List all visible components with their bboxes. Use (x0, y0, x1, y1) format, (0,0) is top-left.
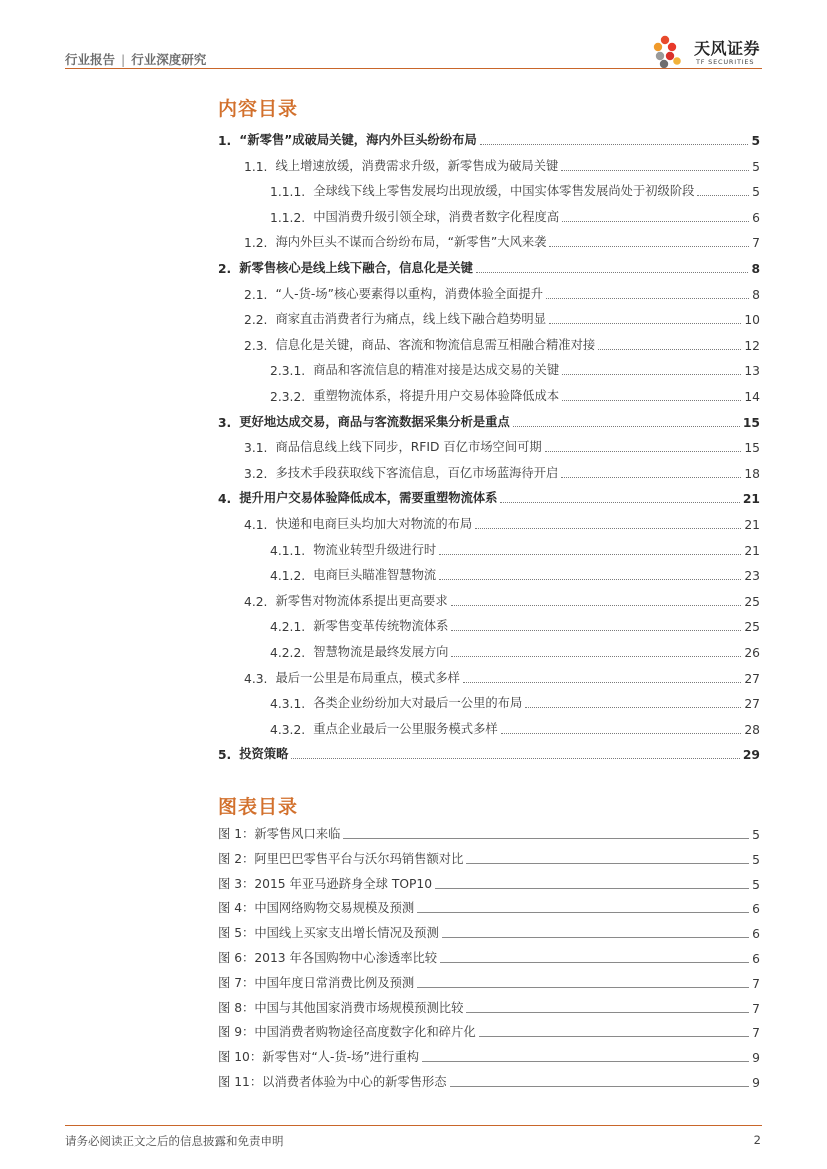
report-category (65, 50, 206, 68)
toc-entry-number: 4.1.1. (270, 543, 306, 558)
toc-entry-page: 12 (744, 338, 760, 353)
toc-entry-page: 15 (742, 415, 760, 430)
leader-line (417, 912, 749, 913)
leader-line (440, 962, 749, 963)
figure-entry[interactable] (218, 849, 760, 867)
figure-entry-text: 图 10：新零售对“人-货-场”进行重构 (218, 1050, 420, 1065)
figure-entry-text: 图 9：中国消费者购物途径高度数字化和碎片化 (218, 1025, 476, 1040)
toc-entry-number: 1.2. (244, 236, 268, 251)
toc-entry-number: 4.3. (244, 671, 268, 686)
toc-entry-page: 27 (744, 671, 760, 686)
toc-entry-page: 5 (752, 159, 760, 174)
toc-entry[interactable] (244, 333, 760, 353)
dot-leader (439, 554, 741, 555)
toc-entry-number: 3.2. (244, 466, 268, 481)
leader-line (422, 1061, 749, 1062)
toc-entry-number: 2.2. (244, 313, 268, 328)
figure-entry-page: 5 (752, 852, 760, 867)
toc-entry-text: 重塑物流体系，将提升用户交易体验降低成本 (313, 389, 560, 403)
toc-entry-number: 2. (218, 262, 232, 276)
figure-entry-page: 9 (752, 1076, 760, 1090)
category-label: 行业报告 (65, 52, 116, 67)
toc-entry[interactable] (270, 538, 760, 558)
figure-entry[interactable] (218, 948, 760, 966)
dot-leader (546, 298, 749, 299)
toc-entry-page: 21 (744, 543, 760, 558)
figure-entry-text: 图 1：新零售风口来临 (218, 827, 341, 841)
figure-entry[interactable] (218, 1072, 760, 1090)
figure-entry-text: 图 11：以消费者体验为中心的新零售形态 (218, 1075, 447, 1089)
figure-entry[interactable] (218, 973, 760, 991)
header-divider (65, 68, 762, 69)
toc-entry-number: 4. (218, 492, 232, 507)
toc-entry-number: 4.1. (244, 518, 268, 532)
logo-text-cn: 天风证券 (694, 39, 761, 58)
toc-entry-page: 18 (744, 466, 760, 481)
toc-entry-page: 25 (744, 620, 760, 635)
dot-leader (562, 221, 749, 222)
toc-entry-page: 8 (752, 287, 760, 302)
figure-entry-text: 图 4：中国网络购物交易规模及预测 (218, 901, 415, 916)
figure-entry-page: 7 (752, 1026, 760, 1041)
toc-entry-number: 4.3.1. (270, 697, 306, 712)
toc-entry-text: 重点企业最后一公里服务模式多样 (313, 721, 498, 736)
toc-entry-page: 6 (752, 210, 760, 225)
toc-entry[interactable] (270, 614, 760, 634)
toc-entry-text: 商品信息线上线下同步，RFID 百亿市场空间可期 (275, 440, 542, 455)
toc-entry-text: 电商巨头瞄准智慧物流 (313, 568, 437, 583)
dot-leader (463, 682, 741, 683)
figure-entry-text: 图 5：中国线上买家支出增长情况及预测 (218, 926, 439, 941)
toc-entry-number: 5. (218, 748, 232, 763)
figure-entry-page: 6 (752, 952, 760, 966)
figure-entry-text: 图 6：2013 年各国购物中心渗透率比较 (218, 951, 438, 965)
toc-entry-number: 1.1.2. (270, 210, 306, 225)
toc-entry-number: 1.1. (244, 159, 268, 174)
toc-title: 内容目录 (218, 98, 299, 120)
toc-entry-text: 更好地达成交易，商品与客流数据采集分析是重点 (239, 414, 510, 429)
toc-entry-text: 最后一公里是布局重点，模式多样 (275, 670, 460, 685)
leader-line (442, 937, 749, 938)
toc-entry-number: 4.2.1. (270, 620, 306, 635)
toc-entry[interactable] (270, 691, 760, 711)
toc-entry[interactable] (244, 666, 760, 686)
dot-leader (697, 195, 749, 196)
figure-entry-text: 图 7：中国年度日常消费比例及预测 (218, 975, 415, 990)
dot-leader (451, 630, 741, 631)
dot-leader (501, 733, 742, 734)
toc-entry-number: 3.1. (244, 441, 268, 456)
toc-entry-page: 15 (744, 441, 760, 456)
toc-entry[interactable] (270, 384, 760, 404)
toc-entry-page: 25 (744, 594, 760, 609)
toc-entry-page: 29 (742, 748, 760, 763)
toc-entry[interactable] (244, 230, 760, 250)
toc-entry-text: 新零售变革传统物流体系 (313, 619, 449, 634)
figures-title: 图表目录 (218, 796, 299, 818)
figure-entry-page: 7 (752, 976, 760, 991)
toc-entry[interactable] (270, 205, 760, 225)
toc-entry-page: 21 (744, 518, 760, 532)
leader-line (435, 888, 749, 889)
footer-divider (65, 1125, 762, 1126)
leader-line (466, 1012, 749, 1013)
toc-entry[interactable] (244, 154, 760, 174)
toc-entry-page: 21 (742, 492, 760, 507)
dot-leader (562, 400, 741, 401)
toc-entry-number: 2.3. (244, 338, 268, 353)
toc-entry[interactable] (244, 461, 760, 481)
toc-entry-page: 5 (752, 185, 760, 200)
toc-entry-text: 快递和电商巨头均加大对物流的布局 (275, 517, 473, 531)
figure-entry[interactable] (218, 874, 760, 892)
toc-entry-text: 智慧物流是最终发展方向 (313, 645, 449, 659)
toc-entry-number: 4.3.2. (270, 722, 306, 737)
toc-entry[interactable] (270, 358, 760, 378)
figure-entry-page: 7 (752, 1001, 760, 1016)
toc-entry[interactable] (244, 435, 760, 455)
toc-entry-text: 多技术手段获取线下客流信息，百亿市场蓝海待开启 (275, 465, 559, 480)
figure-entry[interactable] (218, 1022, 760, 1040)
toc-entry[interactable] (244, 512, 760, 532)
figure-entry[interactable] (218, 998, 760, 1016)
toc-entry-text: 全球线下线上零售发展均出现放缓，中国实体零售发展尚处于初级阶段 (313, 184, 695, 199)
toc-entry[interactable] (244, 282, 760, 302)
logo-text-en: TF SECURITIES (696, 58, 755, 66)
toc-entry[interactable] (244, 589, 760, 609)
leader-line (417, 987, 749, 988)
dot-leader (476, 272, 749, 273)
toc-entry-page: 27 (744, 697, 760, 712)
toc-entry-page: 28 (744, 722, 760, 737)
toc-entry-text: 商品和客流信息的精准对接是达成交易的关键 (313, 363, 560, 378)
toc-entry-page: 10 (744, 313, 760, 328)
toc-entry[interactable] (270, 717, 760, 737)
toc-entry-text: 商家直击消费者行为痛点，线上线下融合趋势明显 (275, 312, 547, 327)
subcategory-label: 行业深度研究 (131, 52, 207, 67)
toc-entry-text: 投资策略 (239, 747, 289, 762)
dot-leader (545, 451, 742, 452)
figure-entry[interactable] (218, 898, 760, 916)
figure-entry-page: 5 (752, 828, 760, 842)
toc-entry[interactable] (218, 128, 760, 148)
toc-entry-text: 海内外巨头不谋而合纷纷布局，“新零售”大风来袭 (275, 235, 547, 250)
toc-entry-page: 8 (751, 262, 760, 276)
toc-entry-number: 2.3.2. (270, 390, 306, 404)
figure-entry-text: 图 2：阿里巴巴零售平台与沃尔玛销售额对比 (218, 851, 464, 866)
dot-leader (513, 426, 740, 427)
category-separator: | (121, 52, 126, 67)
dot-leader (561, 170, 749, 171)
figure-entry-text: 图 8：中国与其他国家消费市场规模预测比较 (218, 1000, 464, 1015)
toc-entry-text: “新零售”成破局关键，海内外巨头纷纷布局 (239, 133, 477, 147)
figure-entry[interactable] (218, 824, 760, 842)
toc-entry-number: 1.1.1. (270, 185, 306, 200)
toc-entry-number: 1. (218, 134, 232, 148)
figure-entry-page: 6 (752, 902, 760, 917)
leader-line (479, 1036, 750, 1037)
toc-entry-page: 7 (752, 236, 760, 251)
toc-entry-text: 各类企业纷纷加大对最后一公里的布局 (313, 696, 523, 711)
figure-entry-page: 9 (752, 1051, 760, 1066)
figure-entry-page: 5 (752, 877, 760, 892)
dot-leader (439, 579, 741, 580)
toc-entry-page: 13 (744, 364, 760, 379)
toc-entry[interactable] (218, 486, 760, 506)
figure-entry[interactable] (218, 1047, 760, 1065)
toc-entry[interactable] (244, 307, 760, 327)
toc-entry-page: 14 (744, 390, 760, 404)
dot-leader (451, 605, 742, 606)
toc-entry-page: 5 (751, 134, 760, 148)
toc-entry[interactable] (270, 640, 760, 660)
toc-entry-page: 26 (744, 646, 760, 660)
toc-entry-number: 3. (218, 415, 232, 430)
toc-entry[interactable] (270, 563, 760, 583)
figure-entry-text: 图 3：2015 年亚马逊跻身全球 TOP10 (218, 876, 433, 891)
figure-entry[interactable] (218, 923, 760, 941)
dot-leader (562, 374, 741, 375)
toc-entry-page: 23 (744, 569, 760, 584)
toc-entry-number: 2.1. (244, 287, 268, 302)
toc-entry[interactable] (270, 179, 760, 199)
flower-logo-icon (652, 34, 690, 70)
dot-leader (291, 758, 739, 759)
dot-leader (561, 477, 741, 478)
leader-line (343, 838, 749, 839)
toc-entry[interactable] (218, 410, 760, 430)
toc-entry-text: 线上增速放缓，消费需求升级，新零售成为破局关键 (275, 158, 559, 173)
dot-leader (598, 349, 741, 350)
toc-entry-text: 提升用户交易体验降低成本，需要重塑物流体系 (239, 491, 498, 506)
page-number: 2 (753, 1133, 761, 1147)
toc-entry-text: 新零售对物流体系提出更高要求 (275, 593, 448, 608)
figure-entry-page: 6 (752, 927, 760, 942)
dot-leader (475, 528, 741, 529)
toc-entry-number: 2.3.1. (270, 364, 306, 379)
toc-entry-text: 信息化是关键，商品、客流和物流信息需互相融合精准对接 (275, 337, 596, 352)
footer-disclaimer: 请务必阅读正文之后的信息披露和免责申明 (65, 1134, 284, 1148)
leader-line (466, 863, 749, 864)
company-logo (652, 34, 772, 70)
toc-entry-text: 新零售核心是线上线下融合，信息化是关键 (239, 261, 473, 275)
toc-entry[interactable] (218, 742, 760, 762)
leader-line (450, 1086, 750, 1087)
toc-entry-number: 4.1.2. (270, 569, 306, 584)
toc-entry-text: 中国消费升级引领全球，消费者数字化程度高 (313, 209, 560, 224)
dot-leader (549, 323, 741, 324)
dot-leader (549, 246, 749, 247)
dot-leader (525, 707, 741, 708)
dot-leader (451, 656, 741, 657)
toc-entry-text: 物流业转型升级进行时 (313, 542, 437, 557)
toc-entry-number: 4.2. (244, 594, 268, 609)
dot-leader (500, 502, 739, 503)
dot-leader (480, 144, 749, 145)
toc-entry-number: 4.2.2. (270, 646, 306, 660)
toc-entry-text: “人-货-场”核心要素得以重构，消费体验全面提升 (275, 286, 544, 301)
toc-entry[interactable] (218, 256, 760, 276)
